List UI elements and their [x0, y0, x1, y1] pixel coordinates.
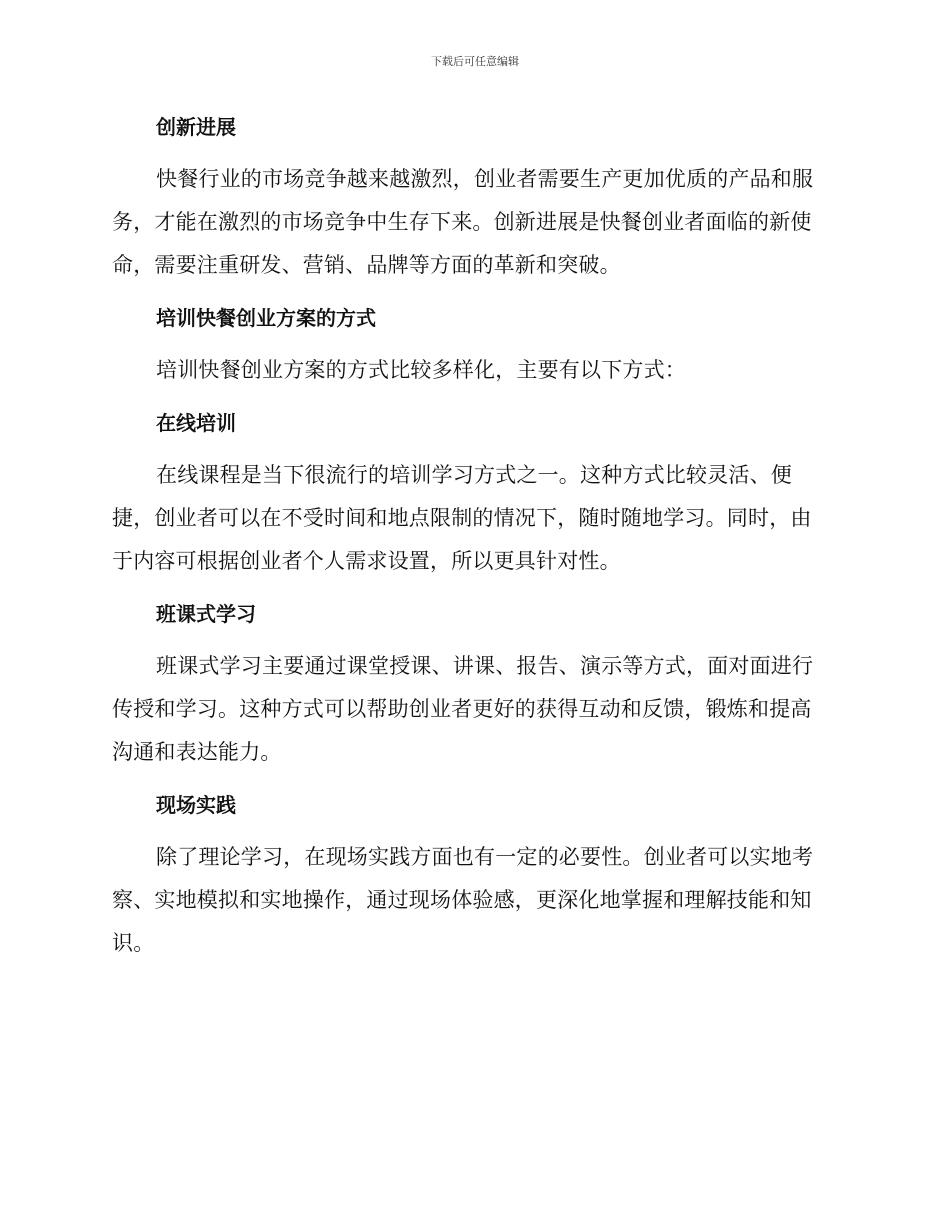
section-heading-training-methods: 培训快餐创业方案的方式: [156, 306, 376, 330]
header-note: 下载后可任意编辑: [431, 55, 519, 68]
section-heading-class-learning: 班课式学习: [156, 602, 256, 626]
document-body: [112, 108, 832, 965]
section-paragraph-training-methods: 培训快餐创业方案的方式比较多样化，主要有以下方式：: [156, 358, 686, 382]
section-heading-innovation: 创新进展: [156, 115, 236, 139]
section-paragraph-innovation: 快餐行业的市场竞争越来越激烈，创业者需要生产更加优质的产品和服务，才能在激烈的市场竞争中生存下来。创新进展是快餐创业者面临的新使命，需要注重研发、营销、品牌等方面的革新和突破。: [112, 167, 814, 277]
section-heading-onsite-practice: 现场实践: [156, 793, 236, 817]
section-paragraph-class-learning: 班课式学习主要通过课堂授课、讲课、报告、演示等方式，面对面进行传授和学习。这种方式可以帮助创业者更好的获得互动和反馈，锻炼和提高沟通和表达能力。: [112, 654, 814, 764]
section-paragraph-onsite-practice: 除了理论学习，在现场实践方面也有一定的必要性。创业者可以实地考察、实地模拟和实地操作，通过现场体验感，更深化地掌握和理解技能和知识。: [112, 845, 814, 955]
section-paragraph-online-training: 在线课程是当下很流行的培训学习方式之一。这种方式比较灵活、便捷，创业者可以在不受时间和地点限制的情况下，随时随地学习。同时，由于内容可根据创业者个人需求设置，所以更具针对性。: [112, 463, 812, 573]
section-heading-online-training: 在线培训: [156, 411, 236, 435]
